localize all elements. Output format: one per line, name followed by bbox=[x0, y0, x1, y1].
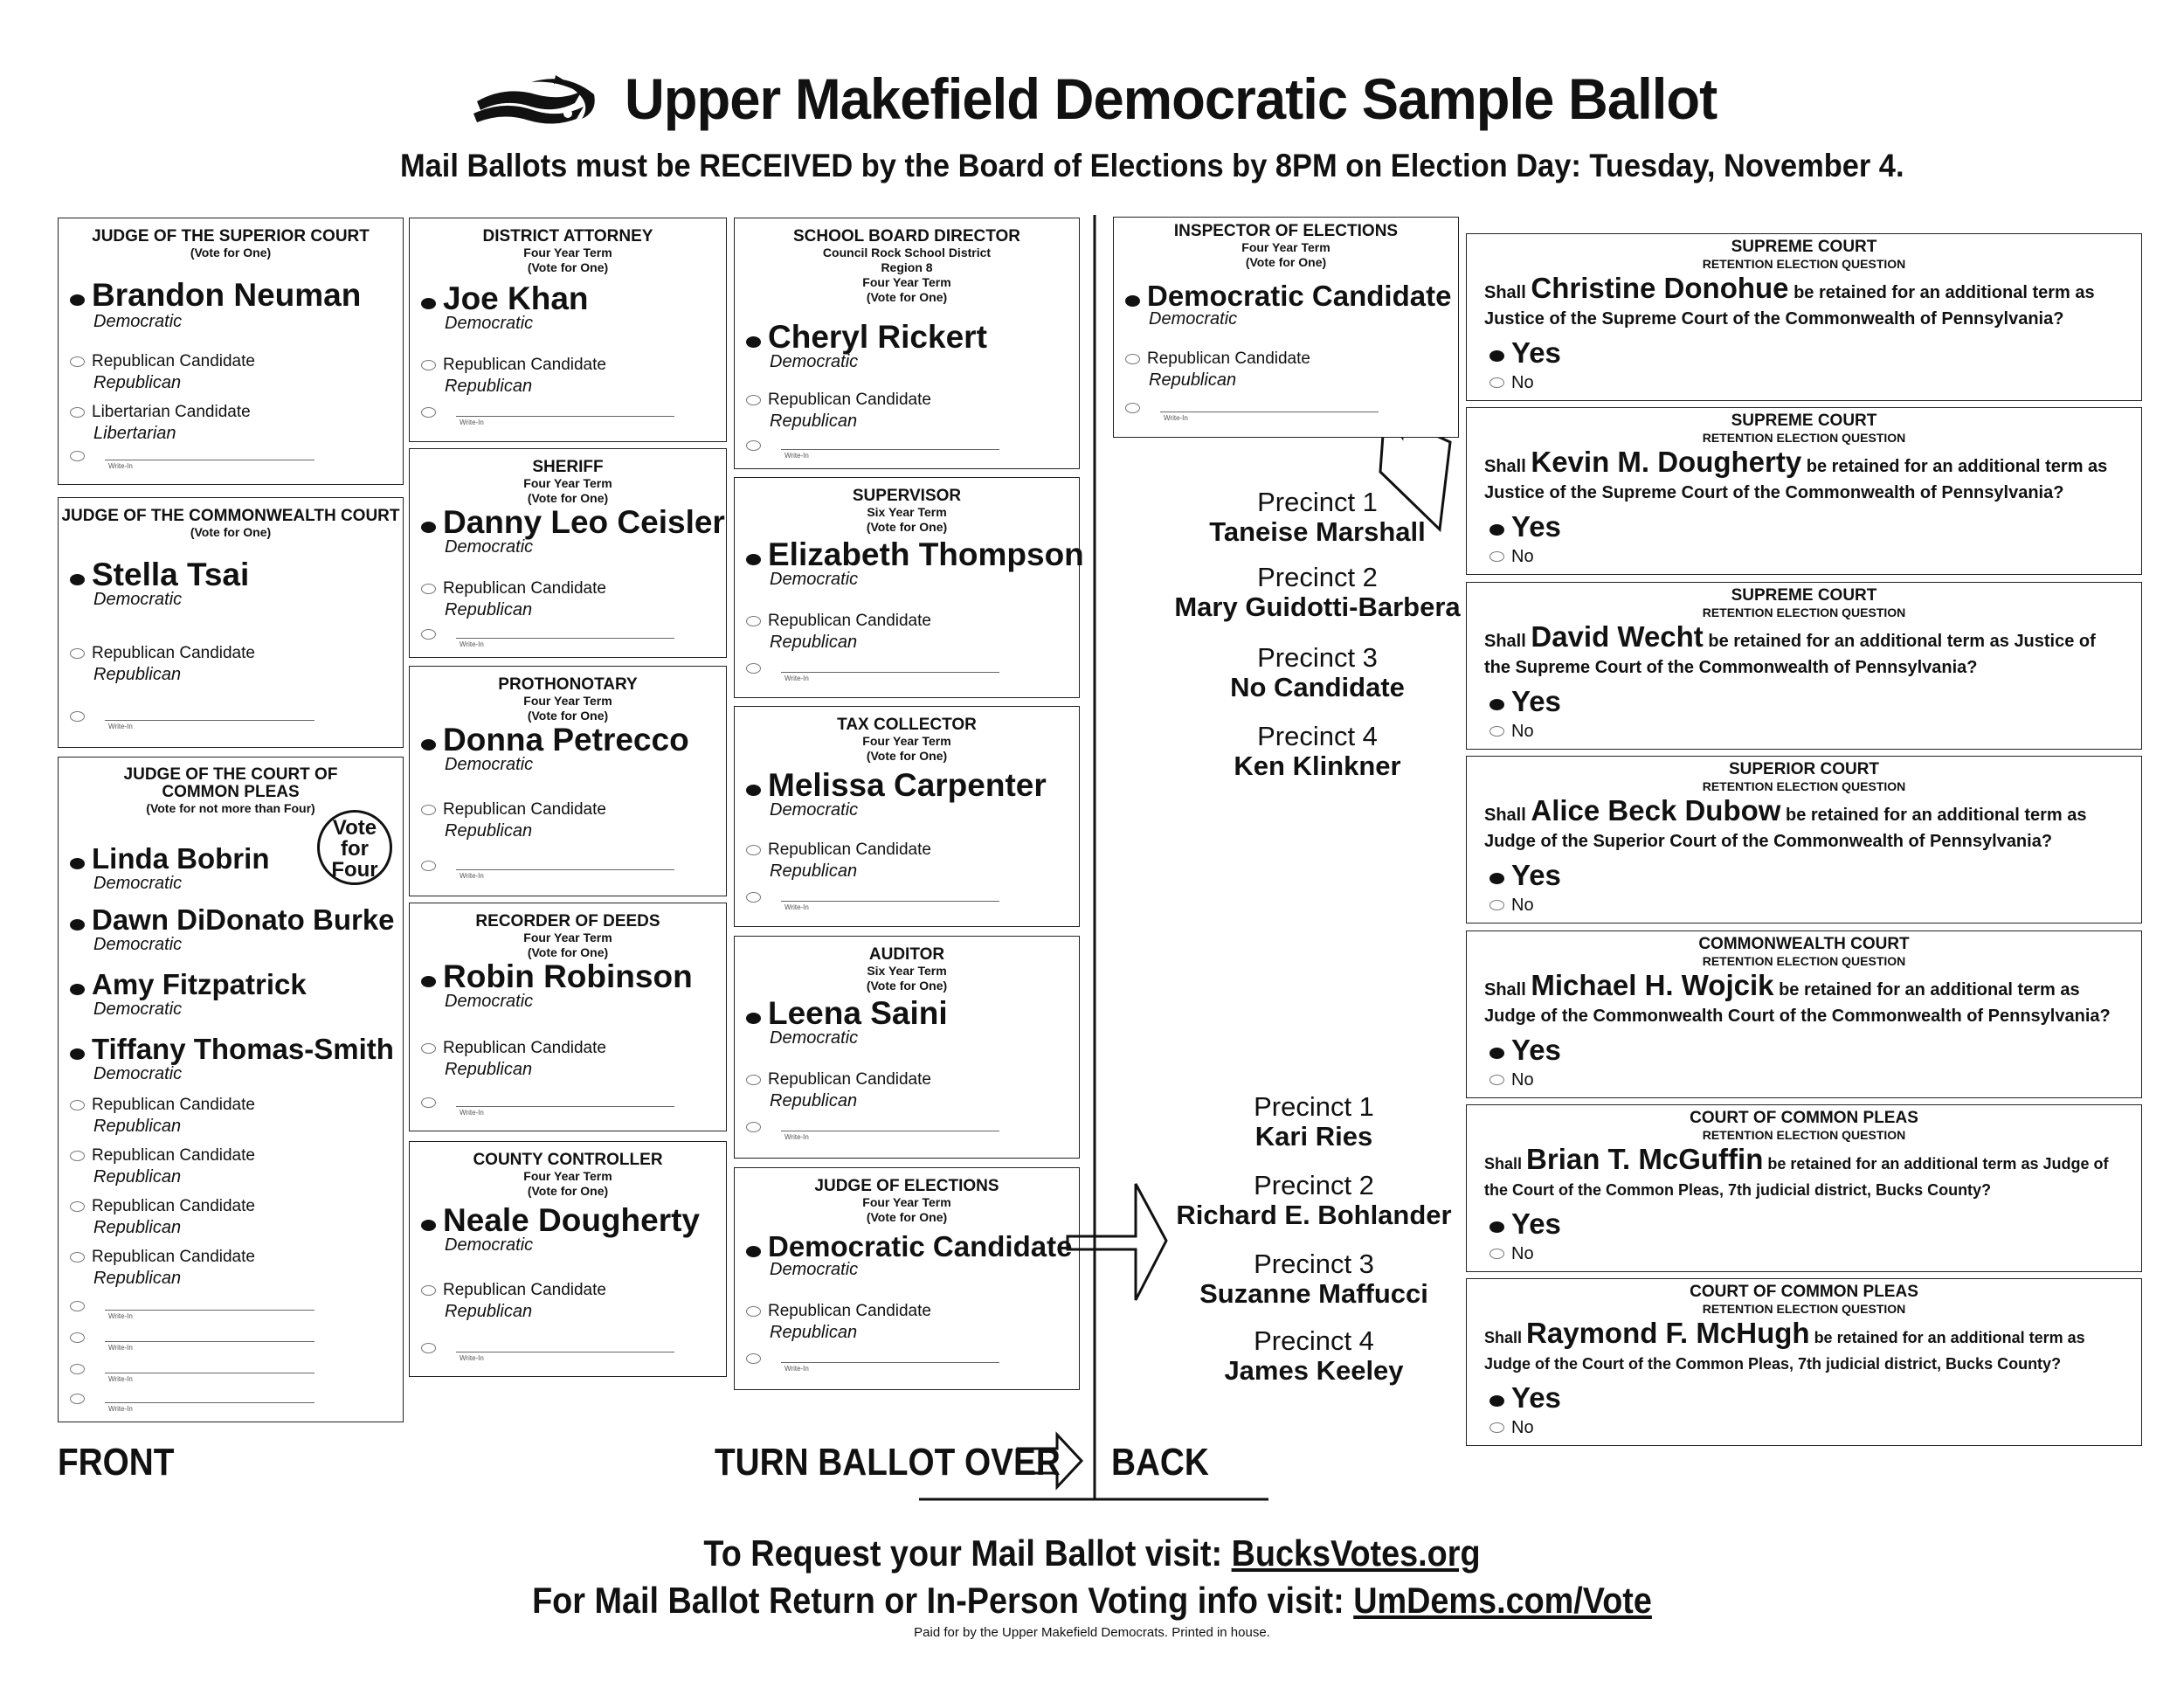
empty-oval bbox=[421, 629, 436, 640]
write-in[interactable]: Write-In bbox=[421, 622, 674, 650]
race-title: COUNTY CONTROLLER bbox=[473, 1151, 663, 1169]
sheriff-box bbox=[409, 448, 727, 658]
empty-oval bbox=[70, 1100, 85, 1110]
deadline-subtitle: Mail Ballots must be RECEIVED by the Board of Elections by 8PM on Election Day: Tuesday, November 4. bbox=[400, 148, 1904, 183]
write-in[interactable]: Write-In bbox=[746, 1346, 999, 1374]
option-republican[interactable]: Republican Candidate bbox=[421, 355, 606, 376]
party-label: Republican bbox=[93, 1269, 182, 1288]
tax-collector-box bbox=[734, 706, 1080, 927]
retention-question-4 bbox=[1466, 756, 2142, 924]
judge-of-elections-box bbox=[734, 1167, 1080, 1390]
empty-oval bbox=[421, 1097, 436, 1108]
vote-instruction: (Vote for One) bbox=[527, 491, 609, 505]
write-in[interactable]: Write-In bbox=[746, 433, 999, 461]
party-label: Democratic bbox=[93, 935, 183, 954]
supervisor-box bbox=[734, 477, 1084, 698]
judge-precinct-3: Precinct 3 Suzanne Maffucci bbox=[1199, 1249, 1428, 1309]
option-republican[interactable]: Republican Candidate bbox=[746, 840, 931, 861]
no-option[interactable]: No bbox=[1489, 372, 1534, 393]
retention-text: Shall Brian T. McGuffin be retained for an additional term as Judge of the Court of the Common Pleas, 7th judicial district, Bucks County? bbox=[1484, 1143, 2109, 1199]
party-label: Republican bbox=[770, 1323, 858, 1342]
commonwealth-court-box bbox=[58, 497, 404, 748]
filled-oval bbox=[1489, 699, 1504, 710]
option-republican[interactable]: Republican Candidate bbox=[421, 1280, 606, 1301]
candidate-melissa-carpenter[interactable]: Melissa Carpenter bbox=[746, 768, 1047, 803]
candidate-leena-saini[interactable]: Leena Saini bbox=[746, 996, 948, 1031]
party-label: Democratic bbox=[770, 800, 859, 820]
county-controller-box bbox=[409, 1141, 727, 1377]
court-name: COURT OF COMMON PLEAS bbox=[1690, 1283, 1918, 1301]
race-title: SCHOOL BOARD DIRECTOR bbox=[792, 227, 1021, 246]
vote-instruction: (Vote for not more than Four) bbox=[146, 801, 315, 815]
write-in[interactable]: Write-In bbox=[746, 1115, 999, 1143]
party-label: Democratic bbox=[770, 1028, 859, 1048]
judge-precinct-2: Precinct 2 Richard E. Bohlander bbox=[1176, 1170, 1452, 1230]
race-title: RECORDER OF DEEDS bbox=[475, 912, 660, 930]
party-label: Republican bbox=[770, 412, 858, 431]
filled-oval bbox=[1489, 1221, 1504, 1233]
race-title: SHERIFF bbox=[532, 458, 604, 476]
school-board-box bbox=[734, 218, 1080, 469]
empty-oval bbox=[421, 1285, 436, 1296]
party-label: Republican bbox=[445, 1302, 533, 1321]
vote-instruction: (Vote for One) bbox=[527, 945, 609, 959]
yes-option[interactable]: Yes bbox=[1489, 337, 1561, 369]
option-republican[interactable]: Republican Candidate bbox=[1125, 349, 1310, 370]
candidate-dawn-didonato-burke[interactable]: Dawn DiDonato Burke bbox=[70, 903, 395, 937]
write-in[interactable]: Write-In bbox=[70, 1357, 314, 1385]
yes-option[interactable]: Yes bbox=[1489, 1208, 1561, 1240]
option-republican[interactable]: Republican Candidate bbox=[70, 1196, 255, 1217]
footer-line-1: To Request your Mail Ballot visit: BucksVotes.org bbox=[703, 1532, 1481, 1574]
write-in[interactable]: Write-In bbox=[70, 704, 314, 732]
write-in[interactable]: Write-In bbox=[70, 1294, 314, 1322]
retention-label: RETENTION ELECTION QUESTION bbox=[1702, 431, 1906, 445]
recorder-of-deeds-box bbox=[409, 903, 727, 1131]
party-label: Democratic bbox=[770, 352, 859, 371]
retention-label: RETENTION ELECTION QUESTION bbox=[1702, 779, 1906, 793]
court-name: COMMONWEALTH COURT bbox=[1698, 935, 1910, 953]
empty-oval bbox=[746, 1353, 761, 1364]
ballot-title: Upper Makefield Democratic Sample Ballot bbox=[625, 66, 1717, 131]
option-libertarian[interactable]: Libertarian Candidate bbox=[70, 402, 251, 423]
candidate-cheryl-rickert[interactable]: Cheryl Rickert bbox=[746, 320, 987, 355]
filled-oval bbox=[70, 574, 85, 585]
auditor-box bbox=[734, 936, 1080, 1159]
party-label: Democratic bbox=[1149, 309, 1238, 329]
empty-oval bbox=[746, 616, 761, 626]
retention-label: RETENTION ELECTION QUESTION bbox=[1702, 257, 1906, 271]
empty-oval bbox=[746, 892, 761, 903]
filled-oval bbox=[70, 858, 85, 869]
party-label: Republican bbox=[93, 373, 182, 392]
district: Council Rock School District bbox=[822, 246, 992, 259]
empty-oval bbox=[421, 1343, 436, 1353]
no-option[interactable]: No bbox=[1489, 1243, 1534, 1264]
empty-oval bbox=[746, 440, 761, 451]
vote-instruction: (Vote for One) bbox=[866, 979, 948, 993]
party-label: Democratic bbox=[445, 1235, 534, 1255]
empty-oval bbox=[70, 1301, 85, 1311]
retention-question-5 bbox=[1466, 930, 2142, 1098]
filled-oval bbox=[70, 1048, 85, 1060]
term: Four Year Term bbox=[523, 476, 612, 490]
write-in[interactable]: Write-In bbox=[421, 400, 674, 428]
option-republican[interactable]: Republican Candidate bbox=[746, 611, 931, 632]
write-in[interactable]: Write-In bbox=[421, 1336, 674, 1364]
empty-oval bbox=[70, 711, 85, 722]
race-title: JUDGE OF THE COMMONWEALTH COURT bbox=[61, 507, 400, 525]
option-republican[interactable]: Republican Candidate bbox=[746, 1301, 931, 1322]
party-label: Republican bbox=[93, 1218, 182, 1237]
filled-oval bbox=[1125, 295, 1140, 307]
vote-instruction: (Vote for One) bbox=[866, 520, 948, 534]
filled-oval bbox=[1489, 524, 1504, 536]
party-label: Republican bbox=[445, 600, 533, 619]
candidate-donna-petrecco[interactable]: Donna Petrecco bbox=[421, 723, 689, 758]
region: Region 8 bbox=[881, 260, 933, 274]
judge-precinct-4: Precinct 4 James Keeley bbox=[1224, 1325, 1404, 1386]
vote-instruction: (Vote for One) bbox=[866, 290, 948, 304]
empty-oval bbox=[746, 663, 761, 674]
candidate-danny-leo-ceisler[interactable]: Danny Leo Ceisler bbox=[421, 505, 725, 540]
vote-instruction: (Vote for One) bbox=[190, 246, 272, 259]
retention-text: Shall Raymond F. McHugh be retained for an additional term as Judge of the Court of the Common Pleas, 7th judicial district, Bucks County? bbox=[1484, 1317, 2085, 1373]
option-republican[interactable]: Republican Candidate bbox=[421, 1038, 606, 1059]
write-in[interactable]: Write-In bbox=[746, 656, 999, 684]
vote-instruction: (Vote for One) bbox=[866, 1210, 948, 1224]
empty-oval bbox=[746, 1122, 761, 1132]
inspector-precinct-3: Precinct 3 No Candidate bbox=[1230, 642, 1405, 702]
footer-line-2: For Mail Ballot Return or In-Person Voting info visit: UmDems.com/Vote bbox=[532, 1580, 1652, 1621]
retention-question-7 bbox=[1466, 1278, 2142, 1446]
candidate-stella-tsai[interactable]: Stella Tsai bbox=[70, 557, 249, 592]
empty-oval bbox=[70, 407, 85, 418]
write-in[interactable]: Write-In bbox=[746, 885, 999, 913]
write-in[interactable]: Write-In bbox=[70, 1387, 314, 1415]
empty-oval bbox=[746, 1306, 761, 1317]
party-label: Republican bbox=[445, 377, 533, 396]
empty-oval bbox=[421, 861, 436, 871]
filled-oval bbox=[1489, 350, 1504, 362]
empty-oval bbox=[70, 1201, 85, 1212]
party-logo bbox=[470, 68, 601, 134]
candidate-tiffany-thomas-smith[interactable]: Tiffany Thomas-Smith bbox=[70, 1032, 394, 1067]
write-in[interactable]: Write-In bbox=[70, 444, 314, 472]
candidate-democratic-candidate[interactable]: Democratic Candidate bbox=[746, 1229, 1072, 1264]
candidate-democratic-candidate[interactable]: Democratic Candidate bbox=[1125, 279, 1451, 314]
inspector-of-elections-box bbox=[1113, 217, 1459, 438]
retention-text: Shall Kevin M. Dougherty be retained for an additional term as Justice of the Supreme Court of the Commonwealth of Pennsylvania? bbox=[1484, 446, 2108, 502]
yes-option[interactable]: Yes bbox=[1489, 1034, 1561, 1066]
filled-oval bbox=[1489, 1395, 1504, 1407]
turn-ballot-over-label: TURN BALLOT OVER bbox=[715, 1441, 1061, 1484]
front-label: FRONT bbox=[58, 1441, 175, 1484]
inspector-precinct-1: Precinct 1 Taneise Marshall bbox=[1209, 487, 1426, 547]
empty-oval bbox=[70, 648, 85, 659]
empty-oval bbox=[746, 845, 761, 855]
court-name: SUPREME COURT bbox=[1731, 586, 1877, 605]
filled-oval bbox=[746, 554, 761, 565]
candidate-joe-khan[interactable]: Joe Khan bbox=[421, 281, 589, 316]
write-in[interactable]: Write-In bbox=[1125, 396, 1379, 424]
term: Four Year Term bbox=[862, 1195, 951, 1209]
empty-oval bbox=[1489, 551, 1504, 562]
party-label: Republican bbox=[1149, 370, 1237, 390]
candidate-linda-bobrin[interactable]: Linda Bobrin bbox=[70, 841, 269, 876]
party-label: Republican bbox=[770, 1091, 858, 1110]
no-option[interactable]: No bbox=[1489, 546, 1534, 567]
empty-oval bbox=[70, 1394, 85, 1404]
district-attorney-box bbox=[409, 218, 727, 442]
empty-oval bbox=[1489, 726, 1504, 737]
no-option[interactable]: No bbox=[1489, 895, 1534, 916]
candidate-robin-robinson[interactable]: Robin Robinson bbox=[421, 959, 693, 994]
inspector-precinct-2: Precinct 2 Mary Guidotti-Barbera bbox=[1174, 562, 1461, 622]
retention-text: Shall Christine Donohue be retained for an additional term as Justice of the Supreme Court of the Commonwealth of Pennsylvania? bbox=[1484, 272, 2095, 329]
race-title: TAX COLLECTOR bbox=[837, 716, 977, 734]
bucksvotes-link[interactable]: BucksVotes.org bbox=[1231, 1532, 1481, 1574]
retention-label: RETENTION ELECTION QUESTION bbox=[1702, 1302, 1906, 1316]
term: Four Year Term bbox=[523, 930, 612, 944]
party-label: Democratic bbox=[93, 312, 183, 331]
race-title: AUDITOR bbox=[868, 945, 945, 964]
option-republican[interactable]: Republican Candidate bbox=[70, 1095, 255, 1116]
candidate-amy-fitzpatrick[interactable]: Amy Fitzpatrick bbox=[70, 967, 307, 1002]
filled-oval bbox=[421, 976, 436, 987]
write-in[interactable]: Write-In bbox=[421, 1090, 674, 1118]
term: Four Year Term bbox=[1241, 240, 1330, 254]
party-label: Democratic bbox=[93, 874, 183, 893]
write-in[interactable]: Write-In bbox=[421, 854, 674, 882]
option-republican[interactable]: Republican Candidate bbox=[70, 1247, 255, 1268]
party-label: Republican bbox=[445, 821, 533, 841]
party-label: Republican bbox=[93, 665, 182, 684]
retention-text: Shall David Wecht be retained for an additional term as Justice of the Supreme Court of the Commonwealth of Pennsylvania? bbox=[1484, 620, 2096, 677]
party-label: Libertarian bbox=[93, 424, 176, 443]
court-name: SUPREME COURT bbox=[1731, 412, 1877, 430]
judge-precinct-1: Precinct 1 Kari Ries bbox=[1254, 1091, 1374, 1152]
option-republican[interactable]: Republican Candidate bbox=[421, 578, 606, 599]
candidate-neale-dougherty[interactable]: Neale Dougherty bbox=[421, 1203, 700, 1238]
yes-option[interactable]: Yes bbox=[1489, 1382, 1561, 1414]
term: Six Year Term bbox=[867, 964, 947, 978]
empty-oval bbox=[70, 356, 85, 367]
no-option[interactable]: No bbox=[1489, 1069, 1534, 1090]
term: Four Year Term bbox=[523, 246, 612, 259]
filled-oval bbox=[421, 298, 436, 309]
party-label: Republican bbox=[770, 861, 858, 881]
filled-oval bbox=[746, 1246, 761, 1257]
party-label: Republican bbox=[445, 1060, 533, 1079]
option-republican[interactable]: Republican Candidate bbox=[70, 643, 255, 664]
candidate-brandon-neuman[interactable]: Brandon Neuman bbox=[70, 278, 361, 313]
vote-instruction: (Vote for One) bbox=[527, 709, 609, 723]
race-title: JUDGE OF ELECTIONS bbox=[814, 1177, 999, 1195]
filled-oval bbox=[746, 1013, 761, 1024]
party-label: Democratic bbox=[445, 537, 534, 557]
option-republican[interactable]: Republican Candidate bbox=[70, 1145, 255, 1166]
retention-label: RETENTION ELECTION QUESTION bbox=[1702, 605, 1906, 619]
no-option[interactable]: No bbox=[1489, 721, 1534, 742]
empty-oval bbox=[70, 1364, 85, 1374]
yes-option[interactable]: Yes bbox=[1489, 511, 1561, 543]
filled-oval bbox=[1489, 873, 1504, 884]
vote-instruction: (Vote for One) bbox=[527, 260, 609, 274]
race-title: SUPERVISOR bbox=[852, 487, 962, 505]
inspector-precinct-4: Precinct 4 Ken Klinkner bbox=[1234, 721, 1401, 781]
retention-text: Shall Alice Beck Dubow be retained for an additional term as Judge of the Superior Court of the Commonwealth of Pennsylvania? bbox=[1484, 794, 2087, 851]
retention-question-6 bbox=[1466, 1104, 2142, 1272]
filled-oval bbox=[746, 785, 761, 796]
candidate-elizabeth-thompson[interactable]: Elizabeth Thompson bbox=[746, 537, 1084, 572]
retention-label: RETENTION ELECTION QUESTION bbox=[1702, 954, 1906, 968]
empty-oval bbox=[1489, 377, 1504, 388]
retention-label: RETENTION ELECTION QUESTION bbox=[1702, 1128, 1906, 1142]
empty-oval bbox=[1489, 900, 1504, 910]
option-republican[interactable]: Republican Candidate bbox=[746, 390, 931, 411]
prothonotary-box bbox=[409, 666, 727, 896]
vote-for-four-badge: Vote for Four bbox=[317, 810, 392, 885]
empty-oval bbox=[421, 584, 436, 594]
term: Four Year Term bbox=[523, 1169, 612, 1183]
filled-oval bbox=[746, 336, 761, 348]
party-label: Republican bbox=[93, 1117, 182, 1136]
paid-for-disclaimer: Paid for by the Upper Makefield Democrats. Printed in house. bbox=[914, 1625, 1270, 1640]
write-in[interactable]: Write-In bbox=[70, 1325, 314, 1353]
retention-question-3 bbox=[1466, 582, 2142, 750]
empty-oval bbox=[421, 360, 436, 370]
court-name: SUPREME COURT bbox=[1731, 238, 1877, 256]
common-pleas-box bbox=[58, 757, 404, 1422]
court-name: SUPERIOR COURT bbox=[1728, 760, 1880, 778]
empty-oval bbox=[1125, 354, 1140, 364]
empty-oval bbox=[1489, 1249, 1504, 1259]
vote-instruction: (Vote for One) bbox=[866, 749, 948, 763]
party-label: Republican bbox=[770, 633, 858, 652]
party-label: Democratic bbox=[445, 992, 534, 1011]
race-title: PROTHONOTARY bbox=[498, 675, 638, 694]
race-title: DISTRICT ATTORNEY bbox=[482, 227, 653, 246]
term: Four Year Term bbox=[523, 694, 612, 708]
yes-option[interactable]: Yes bbox=[1489, 686, 1561, 717]
empty-oval bbox=[421, 407, 436, 418]
vote-instruction: (Vote for One) bbox=[527, 1184, 609, 1198]
vote-instruction: (Vote for One) bbox=[190, 525, 272, 539]
race-title: JUDGE OF THE SUPERIOR COURT bbox=[92, 227, 370, 246]
empty-oval bbox=[1125, 403, 1140, 413]
party-label: Democratic bbox=[93, 590, 183, 609]
empty-oval bbox=[746, 1075, 761, 1085]
filled-oval bbox=[421, 522, 436, 533]
option-republican[interactable]: Republican Candidate bbox=[746, 1069, 931, 1090]
party-label: Democratic bbox=[445, 314, 534, 333]
party-label: Democratic bbox=[770, 1260, 859, 1279]
party-label: Democratic bbox=[770, 570, 859, 589]
party-label: Democratic bbox=[93, 1064, 183, 1083]
filled-oval bbox=[70, 919, 85, 930]
yes-option[interactable]: Yes bbox=[1489, 860, 1561, 891]
race-title: INSPECTOR OF ELECTIONS bbox=[1173, 222, 1399, 240]
race-title: JUDGE OF THE COURT OF COMMON PLEAS bbox=[123, 765, 338, 801]
filled-oval bbox=[421, 739, 436, 751]
empty-oval bbox=[421, 1043, 436, 1054]
back-label: BACK bbox=[1111, 1441, 1209, 1484]
empty-oval bbox=[746, 395, 761, 405]
umdems-link[interactable]: UmDems.com/Vote bbox=[1353, 1580, 1652, 1621]
empty-oval bbox=[421, 805, 436, 815]
vote-instruction: (Vote for One) bbox=[1245, 255, 1327, 269]
retention-question-1 bbox=[1466, 233, 2142, 401]
filled-oval bbox=[421, 1220, 436, 1231]
empty-oval bbox=[70, 451, 85, 461]
empty-oval bbox=[1489, 1422, 1504, 1433]
party-label: Republican bbox=[93, 1167, 182, 1186]
term: Four Year Term bbox=[862, 734, 951, 748]
empty-oval bbox=[70, 1151, 85, 1161]
term: Six Year Term bbox=[867, 505, 947, 519]
option-republican[interactable]: Republican Candidate bbox=[70, 351, 255, 372]
no-option[interactable]: No bbox=[1489, 1417, 1534, 1438]
retention-question-2 bbox=[1466, 407, 2142, 575]
party-label: Democratic bbox=[445, 755, 534, 774]
retention-text: Shall Michael H. Wojcik be retained for an additional term as Judge of the Commonwealth Court of the Commonwealth of Pennsylvania? bbox=[1484, 969, 2111, 1026]
party-label: Democratic bbox=[93, 1000, 183, 1019]
filled-oval bbox=[70, 984, 85, 995]
court-name: COURT OF COMMON PLEAS bbox=[1690, 1109, 1918, 1127]
term: Four Year Term bbox=[862, 275, 951, 289]
option-republican[interactable]: Republican Candidate bbox=[421, 799, 606, 820]
superior-court-box bbox=[58, 218, 404, 485]
empty-oval bbox=[70, 1332, 85, 1343]
empty-oval bbox=[70, 1252, 85, 1263]
filled-oval bbox=[1489, 1048, 1504, 1059]
filled-oval bbox=[70, 294, 85, 306]
empty-oval bbox=[1489, 1075, 1504, 1085]
